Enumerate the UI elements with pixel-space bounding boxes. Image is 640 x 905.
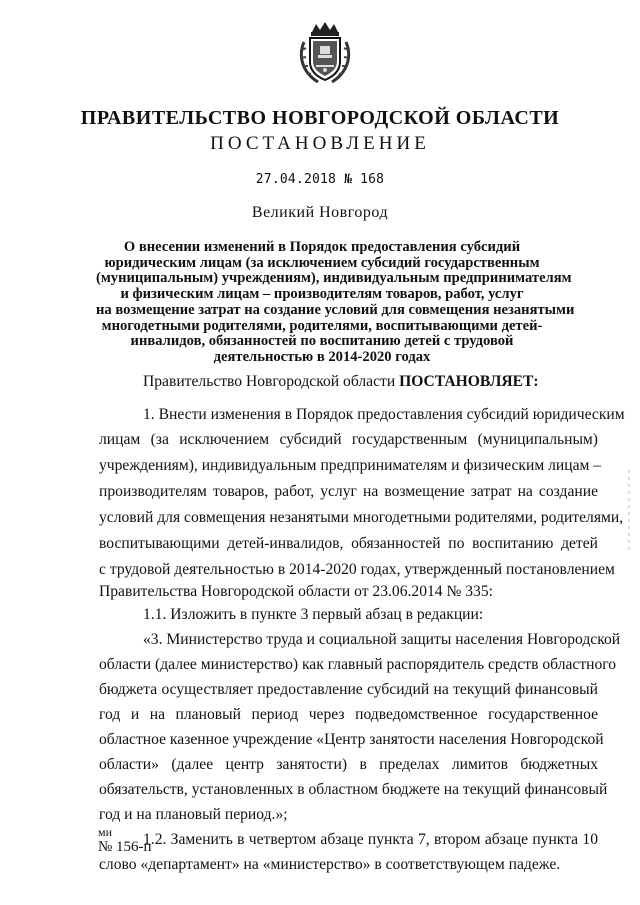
document-date-number: 27.04.2018 № 168 [255,172,385,187]
subject-line: (муниципальным) учреждениям), индивидуальным предпринимателям [96,270,572,287]
body-line: Правительства Новгородской области от 23.06.2014 № 335: [99,583,493,600]
body-line: год и на плановый период через подведомственное государственное [99,706,598,723]
intro-text: Правительство Новгородской области [143,373,400,390]
body-line: лицам (за исключением субсидий государственным (муниципальным) [99,431,598,448]
intro-decree-word: ПОСТАНОВЛЯЕТ: [399,373,539,390]
scan-edge-mark [624,470,634,550]
body-line: условий для совмещения незанятыми многодетными родителями, родителями, [99,509,624,526]
footer-code: ми [98,825,113,839]
subject-line: на возмещение затрат на создание условий для совмещения незанятыми [96,301,575,318]
document-subject [96,239,575,366]
body-line: областное казенное учреждение «Центр занятости населения Новгородской [99,731,604,748]
body-line: воспитывающими детей-инвалидов, обязанностей по воспитанию детей [99,535,598,552]
document-type: ПОСТАНОВЛЕНИЕ [210,133,430,154]
body-line: производителям товаров, работ, услуг на возмещение затрат на создание [99,483,598,500]
body-line: 1. Внести изменения в Порядок предоставления субсидий юридическим [143,406,625,423]
body-line: с трудовой деятельностью в 2014-2020 годах, утвержденный постановлением [99,561,615,578]
body-line: бюджета осуществляет предоставление субсидий на текущий финансовый [99,681,598,698]
resolution-intro [143,370,539,393]
government-title: ПРАВИТЕЛЬСТВО НОВГОРОДСКОЙ ОБЛАСТИ [80,107,560,129]
body-line: год и на плановый период.»; [99,806,288,823]
body-line: учреждениям), индивидуальным предпринимателям и физическим лицам – [99,457,602,474]
body-line: слово «департамент» на «министерство» в соответствующем падеже. [99,856,561,873]
body-line: «3. Министерство труда и социальной защиты населения Новгородской [143,631,621,648]
body-line: области (далее министерство) как главный распорядитель средств областного [99,656,617,673]
footer-number: № 156-п [98,839,152,855]
body-line: области» (далее центр занятости) в пределах лимитов бюджетных [99,756,598,773]
body-line: 1.2. Заменить в четвертом абзаце пункта 7, втором абзаце пункта 10 [143,831,598,848]
subject-line: многодетными родителями, родителями, воспитывающими детей- [101,317,543,334]
coat-of-arms-icon [298,22,352,84]
subject-line: и физическим лицам – производителям товаров, работ, услуг [120,286,524,303]
body-line: 1.1. Изложить в пункте 3 первый абзац в редакции: [143,606,484,623]
subject-line: О внесении изменений в Порядок предоставления субсидий [123,239,521,255]
body-line: обязательств, установленных в областном бюджете на текущий финансовый [99,781,608,798]
document-city: Великий Новгород [251,204,389,221]
subject-line: юридическим лицам (за исключением субсидий государственным [104,254,540,271]
subject-line: инвалидов, обязанностей по воспитанию детей с трудовой [130,333,514,350]
subject-line: деятельностью в 2014-2020 годах [213,348,431,365]
